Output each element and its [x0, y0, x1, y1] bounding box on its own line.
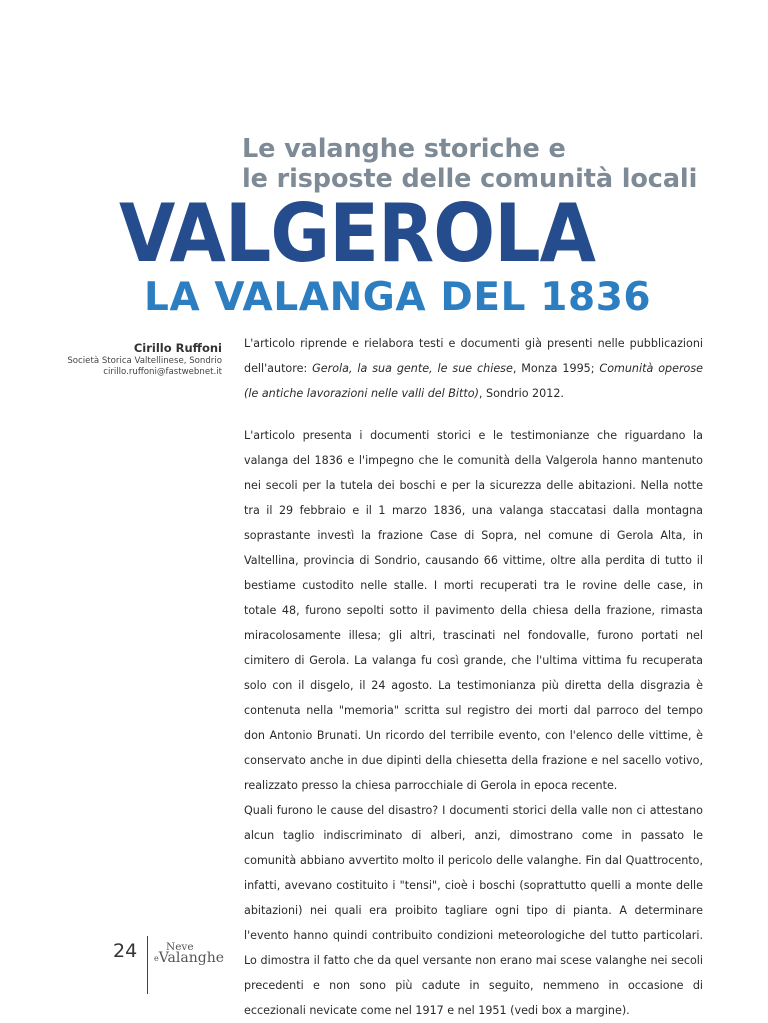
logo-bottom-text: Valanghe — [158, 950, 225, 966]
intro-text-1: L'articolo riprende e rielabora testi e documenti già presenti nelle pubblicazioni dell'autore: — [244, 337, 703, 375]
subtitle-line-2: le risposte delle comunità locali — [242, 164, 698, 194]
magazine-logo — [154, 942, 224, 964]
subtitle-line-1: Le valanghe storiche e — [242, 134, 566, 164]
intro-book-title-1: Gerola, la sua gente, le sue chiese — [312, 362, 513, 375]
body-paragraph-2: Quali furono le cause del disastro? I documenti storici della valle non ci attestano alcun taglio indiscriminato di alberi, anzi, dimostrano come in passato le comunità abbiano avvertito molto il pericolo delle valanghe. Fin dal Quattrocento, infatti, avevano costituito i "tensi", cioè i boschi (soprattutto quelli a monte delle abitazioni) nei quali era proibito tagliare ogni tipo di pianta. A determinare l'evento hanno quindi contribuito condizioni meteorologiche del tutto particolari. Lo dimostra il fatto che da quel versante non erano mai scese valanghe nei secoli precedenti e non sono più cadute in seguito, nemmeno in occasione di eccezionali nevicate come nel 1917 e nel 1951 (vedi box a margine). — [244, 804, 703, 1017]
logo-top-text: Neve — [166, 941, 194, 953]
author-name: Cirillo Ruffoni — [133, 341, 222, 355]
intro-text-3: , Sondrio 2012. — [478, 387, 564, 400]
footer-divider — [147, 936, 148, 994]
intro-paragraph — [244, 331, 703, 406]
author-affiliation: Società Storica Valtellinese, Sondrio — [67, 356, 222, 366]
author-email: cirillo.ruffoni@fastwebnet.it — [103, 367, 222, 377]
intro-book-title-2: Comunità operose (le antiche lavorazioni nelle valli del Bitto) — [244, 362, 703, 400]
body-paragraph-1: L'articolo presenta i documenti storici e le testimonianze che riguardano la valanga del 1836 e l'impegno che le comunità della Valgerola hanno mantenuto nei secoli per la tutela dei boschi e per la sicurezza delle abitazioni. Nella notte tra il 29 febbraio e il 1 marzo 1836, una valanga staccatasi dalla montagna soprastante investì la frazione Case di Sopra, nel comune di Gerola Alta, in Valtellina, provincia di Sondrio, causando 66 vittime, oltre alla perdita di tutto il bestiame custodito nelle stalle. I morti recuperati tra le rovine delle case, in totale 48, furono sepolti sotto il pavimento della chiesa della frazione, rimasta miracolosamente illesa; gli altri, trascinati nel fondovalle, furono portati nel cimitero di Gerola. La valanga fu così grande, che l'ultima vittima fu recuperata solo con il disgelo, il 24 agosto. La testimonianza più diretta della disgrazia è contenuta nella "memoria" scritta sul registro dei morti dal parroco del tempo don Antonio Brunati. Un ricordo del terribile evento, con l'elenco delle vittime, è conservato anche in due dipinti della chiesetta della frazione e nel sacello votivo, realizzato presso la chiesa parrocchiale di Gerola in epoca recente. — [244, 429, 703, 792]
logo-e-text: e — [154, 954, 159, 963]
author-block — [2, 341, 222, 378]
intro-text-2: , Monza 1995; — [512, 362, 600, 375]
article-title: VALGEROLA — [119, 187, 596, 280]
article-subtitle — [242, 134, 742, 194]
article-subheading: LA VALANGA DEL 1836 — [144, 275, 652, 320]
page-number: 24 — [113, 940, 138, 962]
article-body — [244, 423, 703, 1023]
